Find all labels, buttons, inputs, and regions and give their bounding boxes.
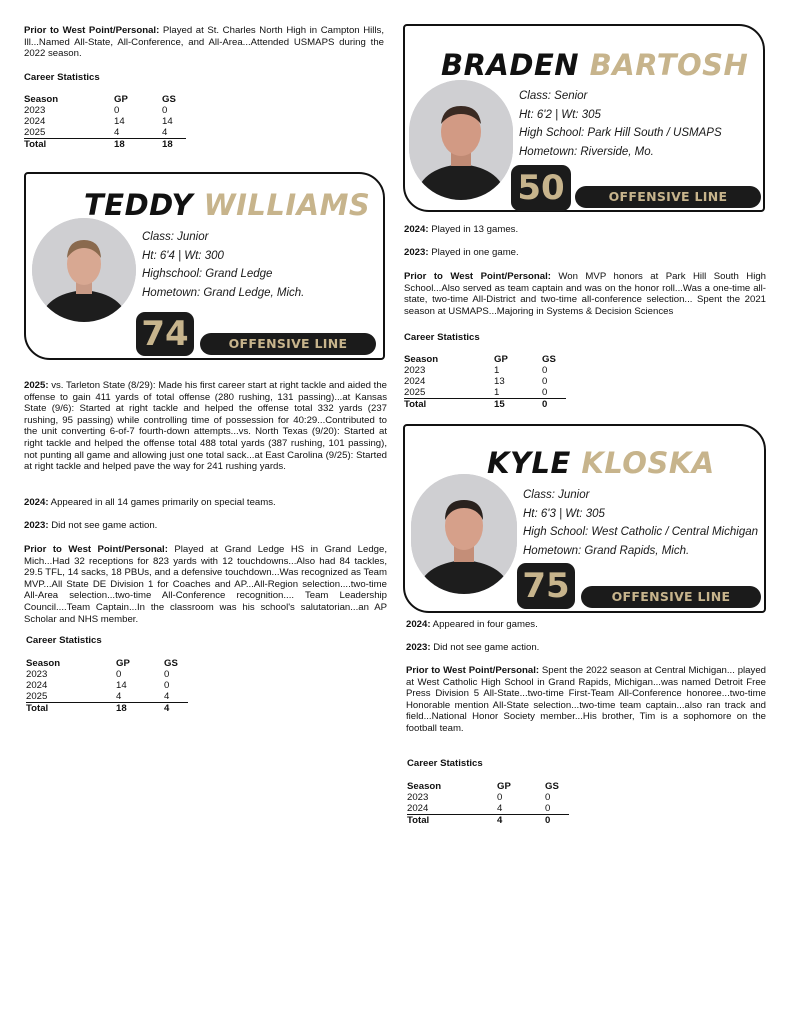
table-total-row: Total 15 0 <box>404 399 548 410</box>
season-2023-paragraph: 2023: Did not see game action. <box>406 642 540 653</box>
season-2024-paragraph: 2024: Appeared in all 14 games primarily on special teams. <box>24 497 276 508</box>
player-high-school: High School: Park Hill South / USMAPS <box>519 127 722 139</box>
player-height-weight: Ht: 6'3 | Wt: 305 <box>523 507 605 520</box>
table-row: 2023 0 0 <box>26 669 170 680</box>
player-photo <box>409 80 513 200</box>
table-row: 2024 13 0 <box>404 376 548 387</box>
bio-prior-paragraph: Prior to West Point/Personal: Spent the 2022 season at Central Michigan... played at West Catholic High School in Grand Rapids, Michigan...was named Detroit Free Press Division 5 All-State...two-time First-Team All-Conference honoree...two-time Honorable mention All-State selection...two-time team captain...also ran track and field...National Honor Society member...His brother, Tim is a sophomore on the football team. <box>406 665 766 734</box>
player-card-bartosh <box>403 24 765 212</box>
jersey-number: 50 <box>511 165 571 211</box>
career-stats-table: Season GP GS 2023 0 0 2024 14 0 2025 4 4 Total 18 4 <box>26 658 188 714</box>
career-statistics-heading: Career Statistics <box>407 758 483 769</box>
table-total-row: Total 18 18 <box>24 139 173 150</box>
player-class: Class: Junior <box>142 231 209 243</box>
table-total-row: Total 18 4 <box>26 703 170 714</box>
player-class: Class: Senior <box>519 90 588 102</box>
season-2023-paragraph: 2023: Did not see game action. <box>24 520 158 531</box>
bio-prior-paragraph: Prior to West Point/Personal: Played at Grand Ledge HS in Grand Ledge, Mich...Had 32 receptions for 823 yards with 12 touchdowns...Also had 84 tackles, 29.5 TFL, 14 sacks, 18 PBUs, and a defensive touchdown...Was recognized as Team MVP...All State DE Division 1 for Coaches and AP...All-Region selection....two-time All-Area selection...two-time All-Conference recognition.... Team Leadership Council....Team Captain...In the classroom was his school's salutatorian...an AP Scholar and NHS member. <box>24 544 387 625</box>
table-row: 2024 14 0 <box>26 680 170 691</box>
player-name: KYLE KLOSKA <box>487 446 715 480</box>
table-total-row: Total 4 0 <box>407 815 551 826</box>
table-row: 2024 14 14 <box>24 116 173 127</box>
career-statistics-heading: Career Statistics <box>24 72 100 83</box>
career-stats-table: Season GP GS 2023 1 0 2024 13 0 2025 1 0 Total 15 0 <box>404 354 566 410</box>
season-2025-paragraph: 2025: vs. Tarleton State (8/29): Made his first career start at right tackle and aided the offense to gain 411 yards of total offense (280 rushing, 131 passing)...at Kansas State (9/6): Started at right tackle and helped the offense total 332 yards (237 rushing, 95 passing) while controlling time of possession for 40:29...Contributed to the unit converting 6-of-7 fourth-down attempts...vs. North Texas (9/20): Started at right tackle and helped the offense total 488 total yards (387 rushing, 101 passing), not punting all game and allowing just one total sack...at East Carolina (9/25): Started at right tackle and helped pave the way for 241 rushing yards. <box>24 380 387 473</box>
position-label: OFFENSIVE LINE <box>575 186 761 208</box>
career-stats-table: Season GP GS 2023 0 0 2024 4 0 Total 4 0 <box>407 781 569 826</box>
player-name: TEDDY WILLIAMS <box>84 188 371 222</box>
jersey-number: 74 <box>136 312 194 356</box>
table-row: 2025 4 4 <box>26 691 188 703</box>
player-class: Class: Junior <box>523 489 590 501</box>
position-label: OFFENSIVE LINE <box>581 586 761 608</box>
season-2024-paragraph: 2024: Played in 13 games. <box>404 224 519 235</box>
player-hometown: Hometown: Grand Rapids, Mich. <box>523 544 690 557</box>
player-height-weight: Ht: 6'4 | Wt: 300 <box>142 249 224 262</box>
position-label: OFFENSIVE LINE <box>200 333 376 355</box>
player-photo <box>32 218 136 322</box>
career-statistics-heading: Career Statistics <box>404 332 480 343</box>
table-row: 2023 0 0 <box>407 792 551 803</box>
table-row: 2025 1 0 <box>404 387 566 399</box>
player-card-williams <box>24 172 385 360</box>
player-hometown: Hometown: Riverside, Mo. <box>519 145 654 158</box>
player-photo <box>411 474 517 594</box>
career-statistics-heading: Career Statistics <box>26 635 102 646</box>
bio-prior-paragraph: Prior to West Point/Personal: Won MVP honors at Park Hill South High School...Also served as team captain and was on the honor roll...Was a one-time all-state, two-time All-District and two-time all-conference selection... Spent the 2021 season at USMAPS...Majoring in Systems & Decision Sciences <box>404 271 766 317</box>
table-row: 2023 0 0 <box>24 105 168 116</box>
table-row: 2023 1 0 <box>404 365 548 376</box>
player-hometown: Hometown: Grand Ledge, Mich. <box>142 286 305 299</box>
player-height-weight: Ht: 6'2 | Wt: 305 <box>519 108 601 121</box>
player-high-school: Highschool: Grand Ledge <box>142 268 273 280</box>
player-name: BRADEN BARTOSH <box>441 48 749 82</box>
bio-prior-paragraph: Prior to West Point/Personal: Played at St. Charles North High in Campton Hills, Ill...Named All-State, All-Conference, and All-Area...Attended USMAPS during the 2022 season. <box>24 25 384 60</box>
career-stats-table: Season GP GS 2023 0 0 2024 14 14 2025 4 4 Total 18 18 <box>24 94 186 150</box>
table-row: 2025 4 4 <box>24 127 186 139</box>
season-2024-paragraph: 2024: Appeared in four games. <box>406 619 538 630</box>
jersey-number: 75 <box>517 563 575 609</box>
player-card-kloska <box>403 424 766 613</box>
player-high-school: High School: West Catholic / Central Michigan <box>523 526 759 538</box>
season-2023-paragraph: 2023: Played in one game. <box>404 247 519 258</box>
table-row: 2024 4 0 <box>407 803 569 815</box>
